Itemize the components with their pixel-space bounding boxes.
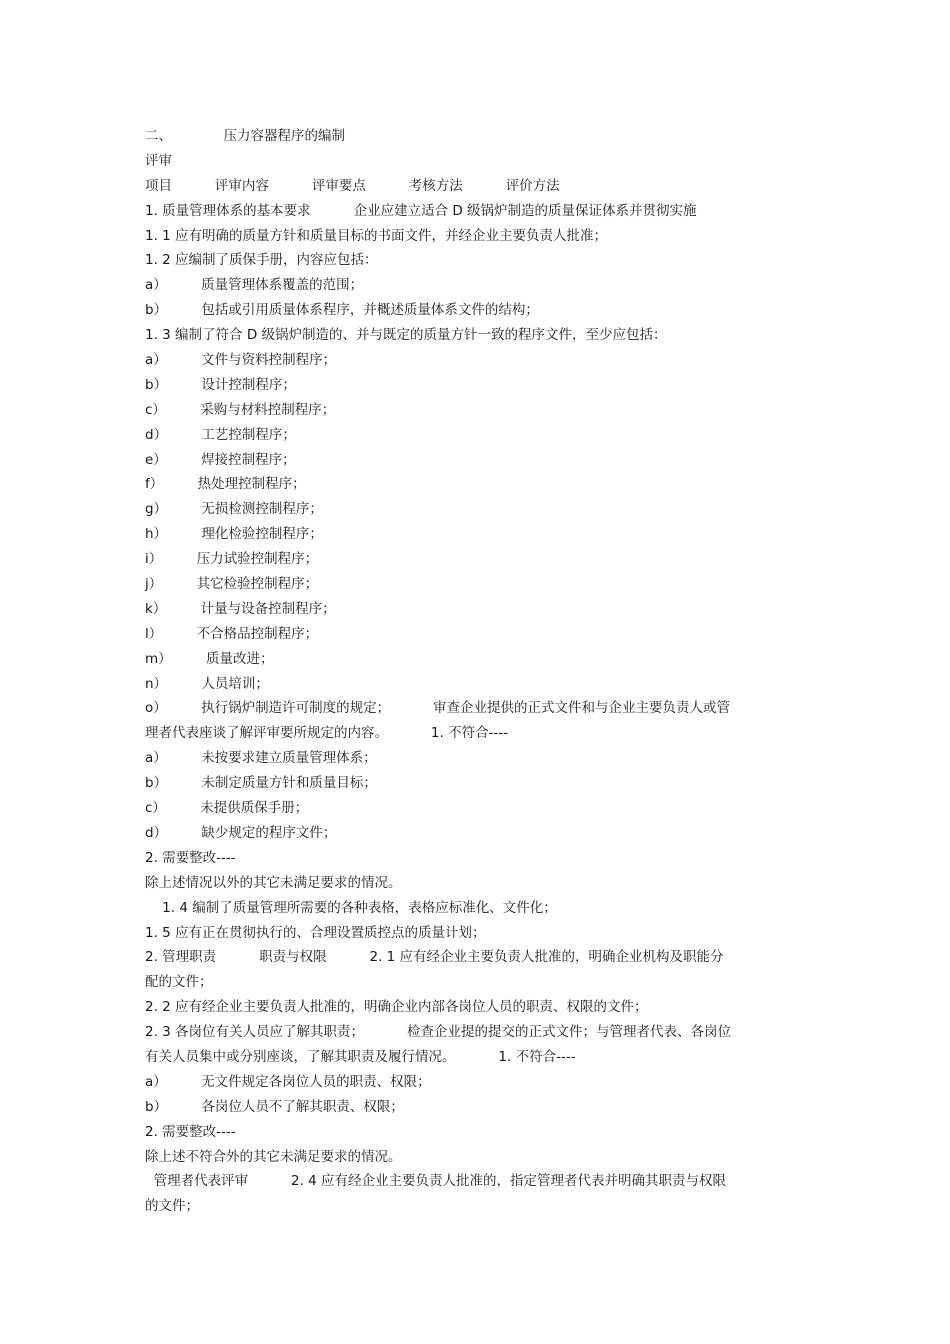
text-line: 1. 4 编制了质量管理所需要的各种表格，表格应标准化、文件化； [145,899,557,916]
text-line: 管理者代表评审 2. 4 应有经企业主要负责人批准的，指定管理者代表并明确其职责与权限 [145,1173,727,1190]
text-line: 2. 需要整改---- [145,849,236,866]
list-item: f） 热处理控制程序； [145,476,306,493]
text-line: 1. 5 应有正在贯彻执行的、合理设置质控点的质量计划； [145,924,486,941]
list-item: l） 不合格品控制程序； [145,625,319,642]
list-item: n） 人员培训； [145,675,269,692]
list-item: k） 计量与设备控制程序； [145,600,336,617]
text-line: 1. 2 应编制了质保手册，内容应包括： [145,252,378,269]
list-item: c） 采购与材料控制程序； [145,401,336,418]
text-line: 1. 1 应有明确的质量方针和质量目标的书面文件，并经企业主要负责人批准； [145,227,608,244]
list-item: b） 各岗位人员不了解其职责、权限； [145,1098,404,1115]
table-header-line: 评审 [145,152,172,169]
text-line: 有关人员集中或分别座谈，了解其职责及履行情况。 1. 不符合---- [145,1048,576,1065]
text-line: 2. 3 各岗位有关人员应了解其职责； 检查企业提的提交的正式文件；与管理者代表、各岗位 [145,1024,731,1041]
text-line: 1. 3 编制了符合 D 级锅炉制造的、并与既定的质量方针一致的程序文件，至少应包括： [145,327,667,344]
list-item: g） 无损检测控制程序； [145,501,323,518]
list-item: b） 未制定质量方针和质量目标； [145,775,377,792]
table-header-line: 项目 评审内容 评审要点 考核方法 评价方法 [145,177,560,194]
list-item: b） 设计控制程序； [145,376,296,393]
text-line: 2. 需要整改---- [145,1123,236,1140]
list-item: c） 未提供质保手册； [145,800,309,817]
text-line: 1. 质量管理体系的基本要求 企业应建立适合 D 级锅炉制造的质量保证体系并贯彻实施 [145,202,697,219]
document-body [145,124,815,1219]
text-line: 除上述不符合外的其它未满足要求的情况。 [145,1148,402,1165]
list-item: a） 文件与资料控制程序； [145,352,337,369]
list-item: o） 执行锅炉制造许可制度的规定； 审查企业提供的正式文件和与企业主要负责人或管 [145,700,731,717]
text-line: 2. 管理职责 职责与权限 2. 1 应有经企业主要负责人批准的，明确企业机构及职能分 [145,949,724,966]
list-item: h） 理化检验控制程序； [145,526,323,543]
list-item: e） 焊接控制程序； [145,451,296,468]
text-line: 理者代表座谈了解评审要所规定的内容。 1. 不符合---- [145,725,509,742]
list-item: a） 无文件规定各岗位人员的职责、权限； [145,1073,431,1090]
list-item: j） 其它检验控制程序； [145,576,319,593]
list-item: i） 压力试验控制程序； [145,551,319,568]
text-line: 配的文件； [145,974,213,991]
list-item: a） 未按要求建立质量管理体系； [145,750,377,767]
list-item: m） 质量改进； [145,650,274,667]
text-line: 除上述情况以外的其它未满足要求的情况。 [145,874,402,891]
list-item: a） 质量管理体系覆盖的范围； [145,277,364,294]
text-line: 的文件； [145,1198,199,1215]
list-item: d） 缺少规定的程序文件； [145,824,337,841]
section-heading: 二、 压力容器程序的编制 [145,128,345,144]
list-item: d） 工艺控制程序； [145,426,296,443]
text-line: 2. 2 应有经企业主要负责人批准的，明确企业内部各岗位人员的职责、权限的文件； [145,999,648,1016]
list-item: b） 包括或引用质量体系程序，并概述质量体系文件的结构； [145,302,539,319]
